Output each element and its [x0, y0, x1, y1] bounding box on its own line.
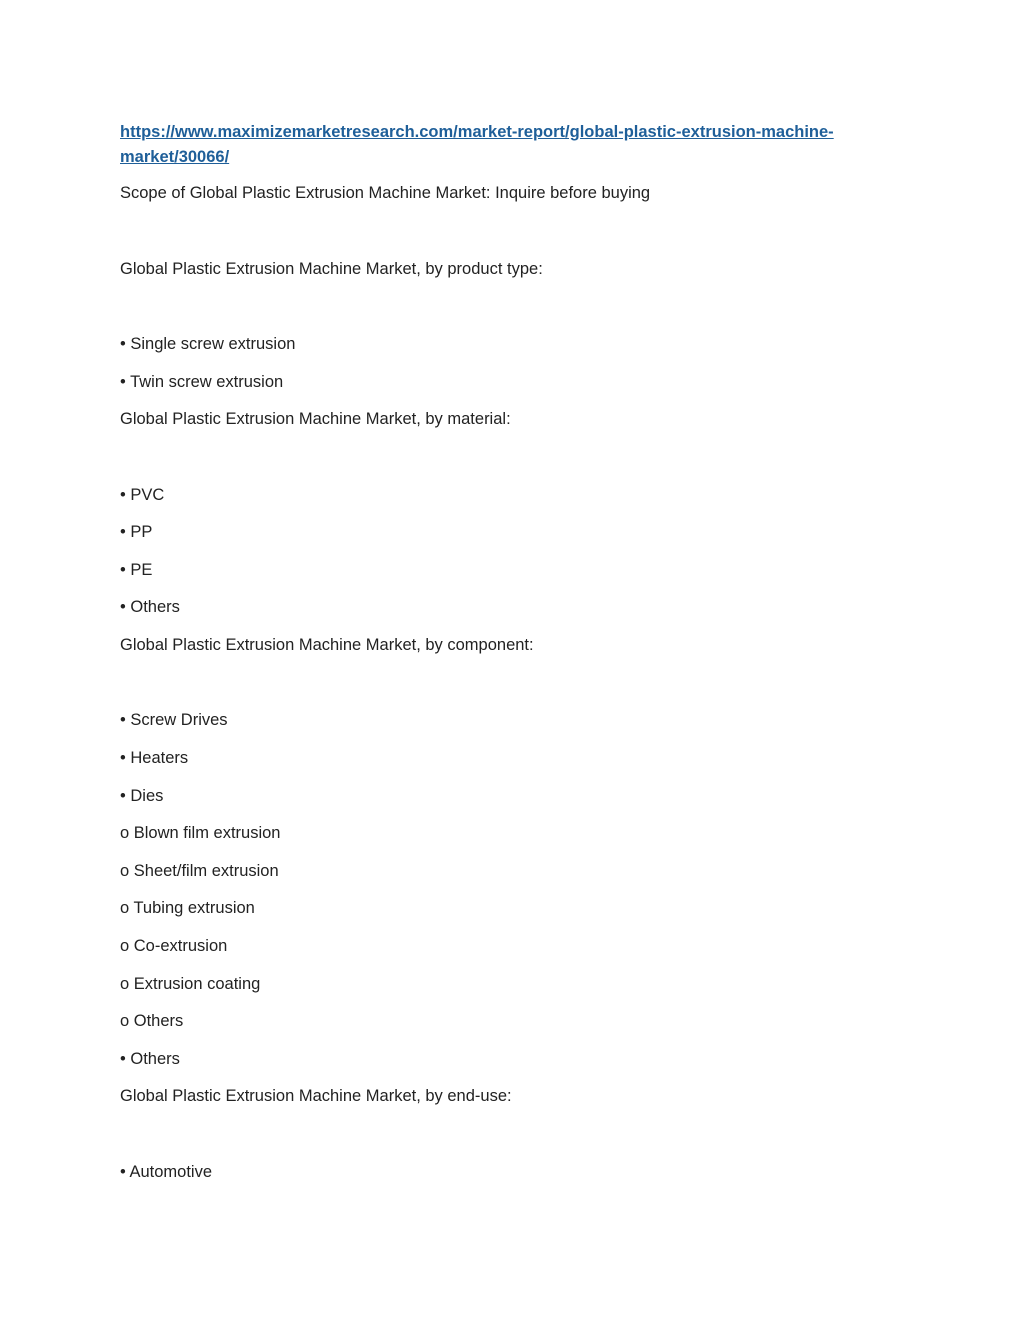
list-item-die-type: o Co-extrusion: [120, 937, 228, 955]
list-item-material: • PP: [120, 523, 153, 541]
list-item-product-type: • Single screw extrusion: [120, 335, 296, 353]
list-item-material: • PE: [120, 561, 153, 579]
list-item-die-type: o Sheet/film extrusion: [120, 862, 279, 880]
list-item-component: • Others: [120, 1050, 180, 1068]
list-item-die-type: o Tubing extrusion: [120, 899, 255, 917]
heading-end-use: Global Plastic Extrusion Machine Market, by end-use:: [120, 1087, 512, 1105]
list-item-die-type: o Extrusion coating: [120, 975, 261, 993]
list-item-component: • Screw Drives: [120, 711, 228, 729]
list-item-material: • PVC: [120, 486, 165, 504]
heading-product-type: Global Plastic Extrusion Machine Market, by product type:: [120, 260, 543, 278]
report-link-line-1[interactable]: https://www.maximizemarketresearch.com/market-report/global-plastic-extrusion-machine-: [120, 123, 834, 141]
report-link[interactable]: [120, 120, 834, 170]
list-item-material: • Others: [120, 598, 180, 616]
list-item-component: • Dies: [120, 787, 164, 805]
report-link-line-2[interactable]: market/30066/: [120, 148, 230, 166]
heading-material: Global Plastic Extrusion Machine Market, by material:: [120, 410, 511, 428]
list-item-component: • Heaters: [120, 749, 189, 767]
scope-text: Scope of Global Plastic Extrusion Machine Market: Inquire before buying: [120, 184, 651, 202]
list-item-die-type: o Blown film extrusion: [120, 824, 281, 842]
heading-component: Global Plastic Extrusion Machine Market, by component:: [120, 636, 534, 654]
list-item-end-use: • Automotive: [120, 1163, 212, 1181]
list-item-die-type: o Others: [120, 1012, 184, 1030]
list-item-product-type: • Twin screw extrusion: [120, 373, 284, 391]
